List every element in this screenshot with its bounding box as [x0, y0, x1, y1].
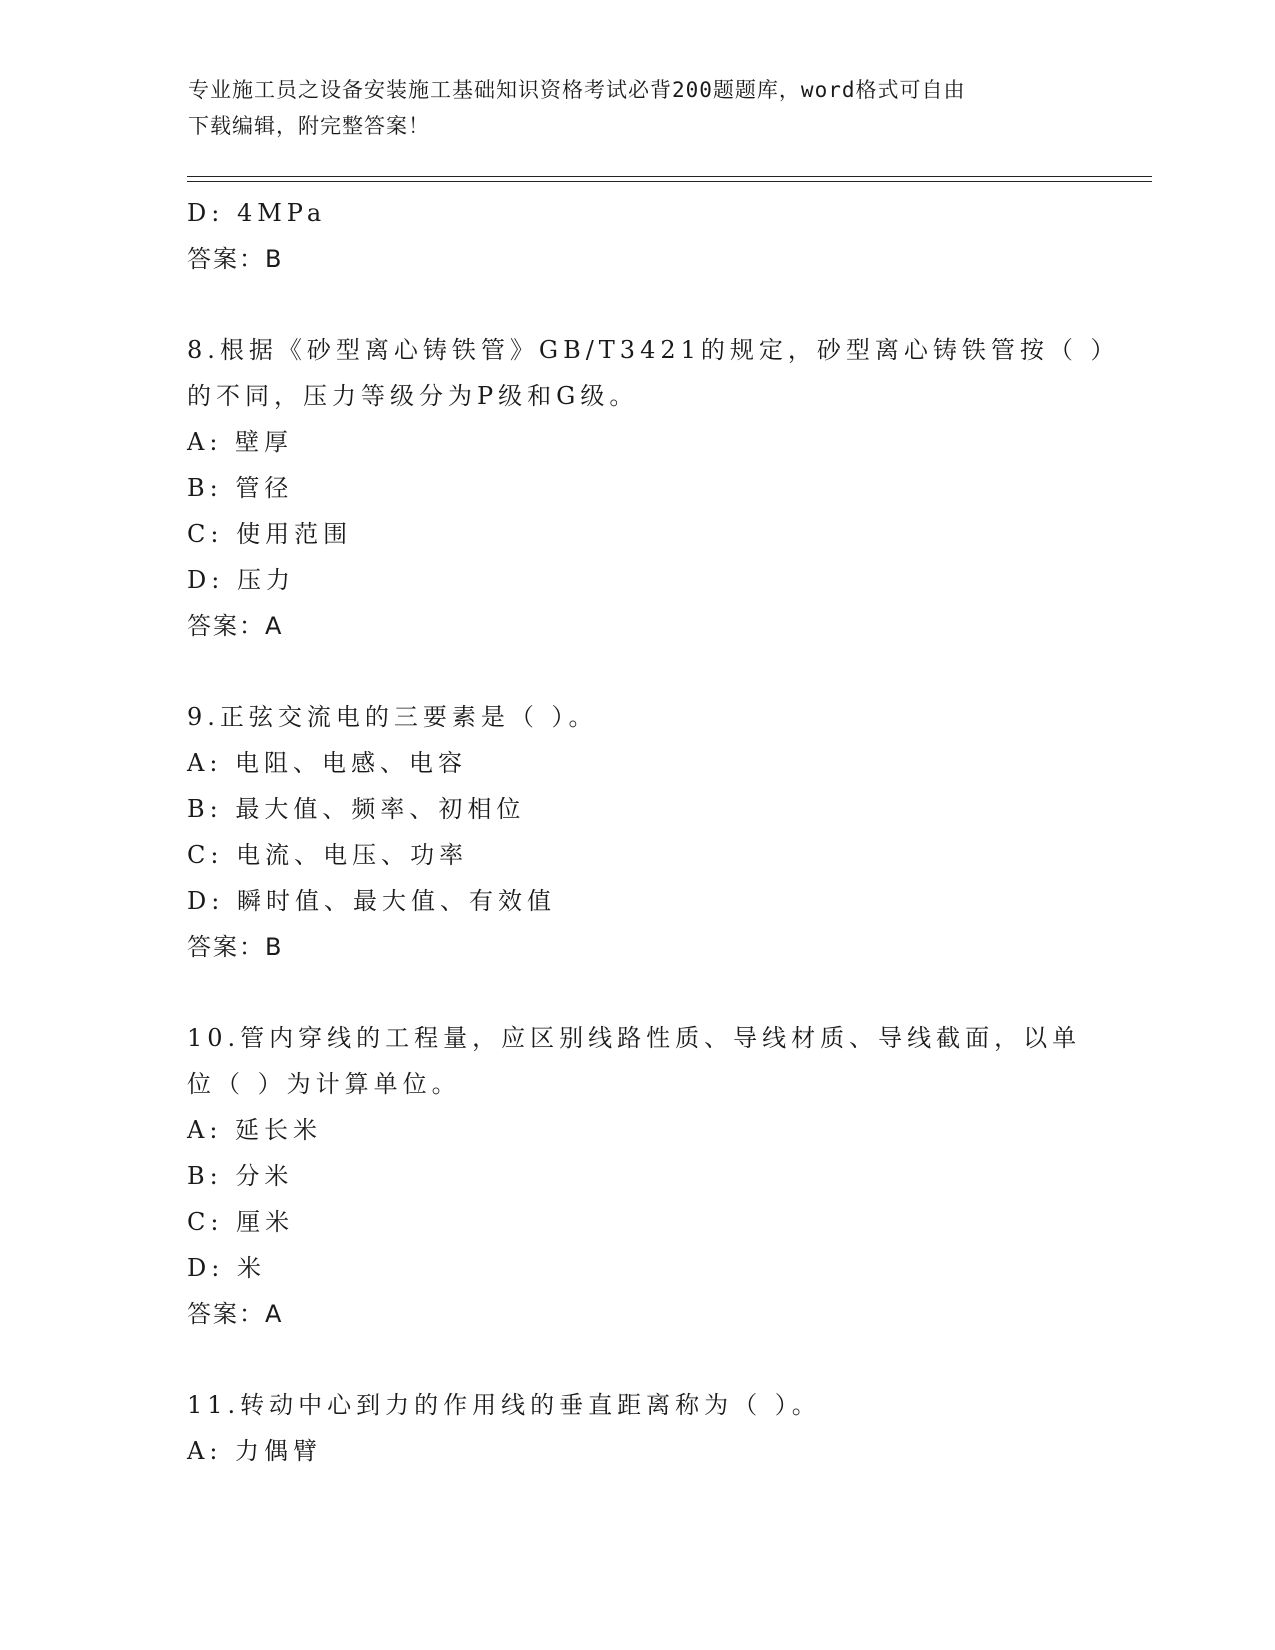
question-stem: 8.根据《砂型离心铸铁管》GB/T3421的规定，砂型离心铸铁管按（ ）: [187, 336, 1120, 364]
option-c: C: 使用范围: [187, 520, 353, 548]
header-title-line-2: 下载编辑，附完整答案！: [188, 114, 430, 138]
header-divider: [187, 181, 1152, 182]
option-d: D: 4MPa: [187, 199, 327, 227]
answer-line: 答案：B: [187, 245, 284, 273]
option-d: D: 米: [187, 1254, 266, 1282]
option-d: D: 压力: [187, 566, 295, 594]
option-d: D: 瞬时值、最大值、有效值: [187, 887, 556, 915]
question-10: [187, 1015, 1087, 1337]
question-stem: 9.正弦交流电的三要素是（ ）。: [187, 703, 598, 731]
question-11: [187, 1382, 1087, 1474]
option-a: A: 壁厚: [187, 428, 294, 456]
answer-line: 答案：A: [187, 612, 284, 640]
previous-question-tail: [187, 190, 1087, 282]
question-stem: 11.转动中心到力的作用线的垂直距离称为（ ）。: [187, 1391, 821, 1419]
option-c: C: 电流、电压、功率: [187, 841, 469, 869]
question-stem: 的不同，压力等级分为P级和G级。: [187, 382, 639, 410]
option-b: B: 最大值、频率、初相位: [187, 795, 526, 823]
option-a: A: 电阻、电感、电容: [187, 749, 468, 777]
question-stem: 10.管内穿线的工程量，应区别线路性质、导线材质、导线截面，以单: [187, 1024, 1082, 1052]
option-b: B: 管径: [187, 474, 294, 502]
option-b: B: 分米: [187, 1162, 294, 1190]
option-a: A: 延长米: [187, 1116, 323, 1144]
header-divider: [187, 176, 1152, 177]
question-content: [187, 190, 1120, 1474]
document-header: [188, 72, 1088, 144]
option-c: C: 厘米: [187, 1208, 295, 1236]
question-9: [187, 694, 1087, 970]
option-a: A: 力偶臂: [187, 1437, 323, 1465]
answer-line: 答案：A: [187, 1300, 284, 1328]
question-stem: 位（ ）为计算单位。: [187, 1070, 461, 1098]
question-8: [187, 327, 1120, 649]
answer-line: 答案：B: [187, 933, 284, 961]
header-title-line-1: 专业施工员之设备安装施工基础知识资格考试必背200题题库，word格式可自由: [188, 78, 966, 102]
